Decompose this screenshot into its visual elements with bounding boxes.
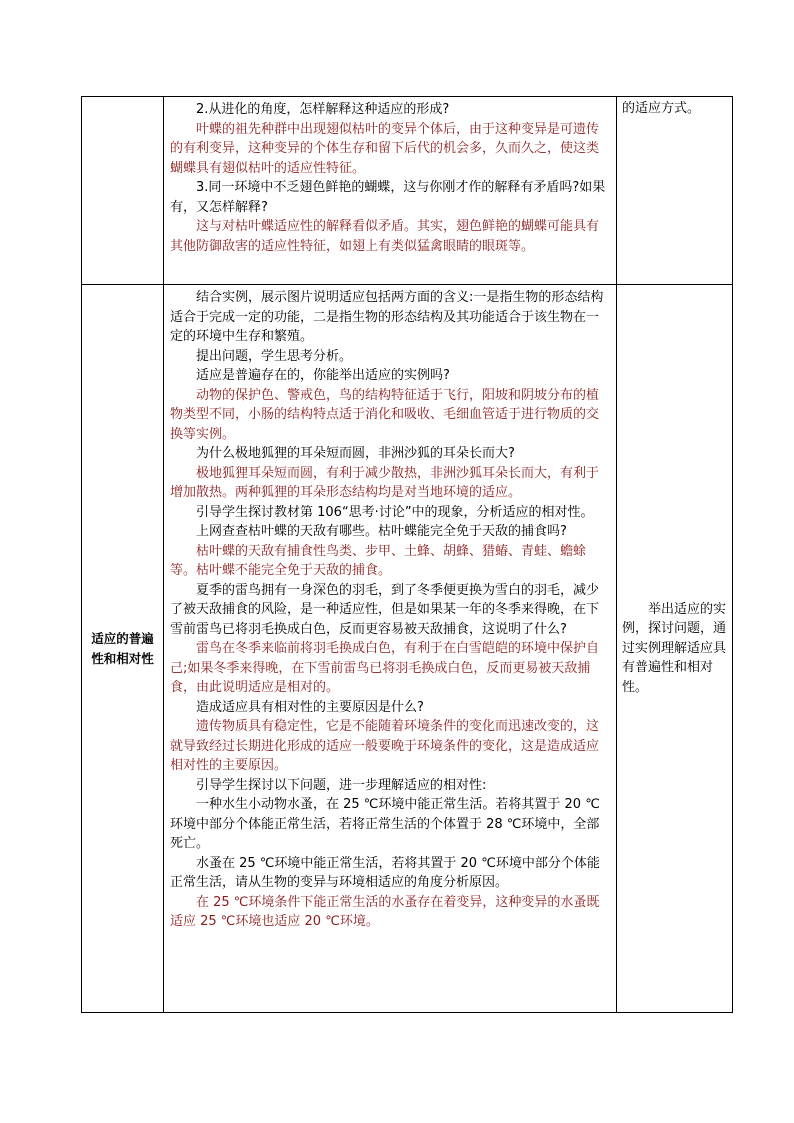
topic-cell [82, 97, 164, 285]
paragraph: 3.同一环境中不乏翅色鲜艳的蝴蝶，这与你刚才作的解释有矛盾吗?如果有，又怎样解释? [170, 180, 606, 215]
paragraph: 夏季的雷鸟拥有一身深色的羽毛，到了冬季便更换为雪白的羽毛，减少了被天敌捕食的风险，是一种适应性，但是如果某一年的冬季来得晚，在下雪前雷鸟已将羽毛换成白色，反而更容易被天敌捕食，这说明了什么? [170, 582, 600, 637]
paragraph: 结合实例，展示图片说明适应包括两方面的含义:一是指生物的形态结构适合于完成一定的功能，二是指生物的形态结构及其功能适合于该生物在一定的环境中生存和繁殖。 [170, 290, 604, 344]
paragraph: 极地狐狸耳朵短而圆，有利于减少散热，非洲沙狐耳朵长而大，有利于增加散热。两种狐狸的耳朵形态结构均是对当地环境的适应。 [170, 465, 600, 500]
paragraph: 引导学生探讨教材第 106“思考·讨论”中的现象，分析适应的相对性。 [196, 504, 594, 520]
topic-cell [82, 285, 164, 1013]
paragraph: 叶蝶的祖先种群中出现翅似枯叶的变异个体后，由于这种变异是可遗传的有利变异，这种变异的个体生存和留下后代的机会多，久而久之，使这类蝴蝶具有翅似枯叶的适应性特征。 [170, 121, 600, 176]
activity-text [164, 285, 616, 934]
topic-label: 适应的普遍性和相对性 [91, 630, 154, 666]
intent-text: 的适应方式。 [622, 101, 701, 116]
paragraph: 引导学生探讨以下问题，进一步理解适应的相对性: [196, 777, 487, 793]
paragraph: 提出问题，学生思考分析。 [196, 348, 353, 364]
activity-cell [164, 285, 617, 1013]
paragraph: 在 25 ℃环境条件下能正常生活的水蚤存在着变异，这种变异的水蚤既适应 25 ℃环境也适应 20 ℃环境。 [170, 894, 600, 929]
paragraph: 为什么极地狐狸的耳朵短而圆，非洲沙狐的耳朵长而大? [196, 446, 515, 461]
table-row [82, 97, 733, 285]
paragraph: 造成适应具有相对性的主要原因是什么? [196, 699, 424, 715]
paragraph: 这与对枯叶蝶适应性的解释看似矛盾。其实，翅色鲜艳的蝴蝶可能具有其他防御敌害的适应性特征，如翅上有类似猛禽眼睛的眼斑等。 [170, 219, 600, 254]
activity-cell [164, 97, 617, 285]
paragraph: 一种水生小动物水蚤，在 25 ℃环境中能正常生活。若将其置于 20 ℃环境中部分个体能正常生活，若将正常生活的个体置于 28 ℃环境中，全部死亡。 [170, 797, 600, 851]
table-row [82, 285, 733, 1013]
paragraph: 雷鸟在冬季来临前将羽毛换成白色，有利于在白雪皑皑的环境中保护自己;如果冬季来得晚，在下雪前雷鸟已将羽毛换成白色，反而更易被天敌捕食，由此说明适应是相对的。 [170, 641, 600, 695]
paragraph: 适应是普遍存在的，你能举出适应的实例吗? [196, 368, 450, 383]
intent-text: 举出适应的实例，探讨问题，通过实例理解适应具有普遍性和相对性。 [622, 601, 727, 695]
paragraph: 水蚤在 25 ℃环境中能正常生活，若将其置于 20 ℃环境中部分个体能正常生活，请从生物的变异与环境相适应的角度分析原因。 [170, 855, 600, 890]
paragraph: 动物的保护色、警戒色，鸟的结构特征适于飞行，阳坡和阴坡分布的植物类型不同，小肠的结构特点适于消化和吸收、毛细血管适于进行物质的交换等实例。 [170, 387, 600, 442]
paragraph: 枯叶蝶的天敌有捕食性鸟类、步甲、土蜂、胡蜂、猎蝽、青蛙、蟾蜍等。枯叶蝶不能完全免于天敌的捕食。 [170, 543, 587, 578]
intent-cell [617, 285, 733, 1013]
paragraph: 遗传物质具有稳定性，它是不能随着环境条件的变化而迅速改变的，这就导致经过长期进化形成的适应一般要晚于环境条件的变化，这是造成适应相对性的主要原因。 [170, 719, 600, 773]
activity-text [164, 97, 616, 258]
paragraph: 2.从进化的角度，怎样解释这种适应的形成? [196, 102, 450, 117]
lesson-plan-table [81, 96, 733, 1013]
paragraph: 上网查查枯叶蝶的天敌有哪些。枯叶蝶能完全免于天敌的捕食吗? [196, 524, 567, 539]
intent-cell [617, 97, 733, 285]
